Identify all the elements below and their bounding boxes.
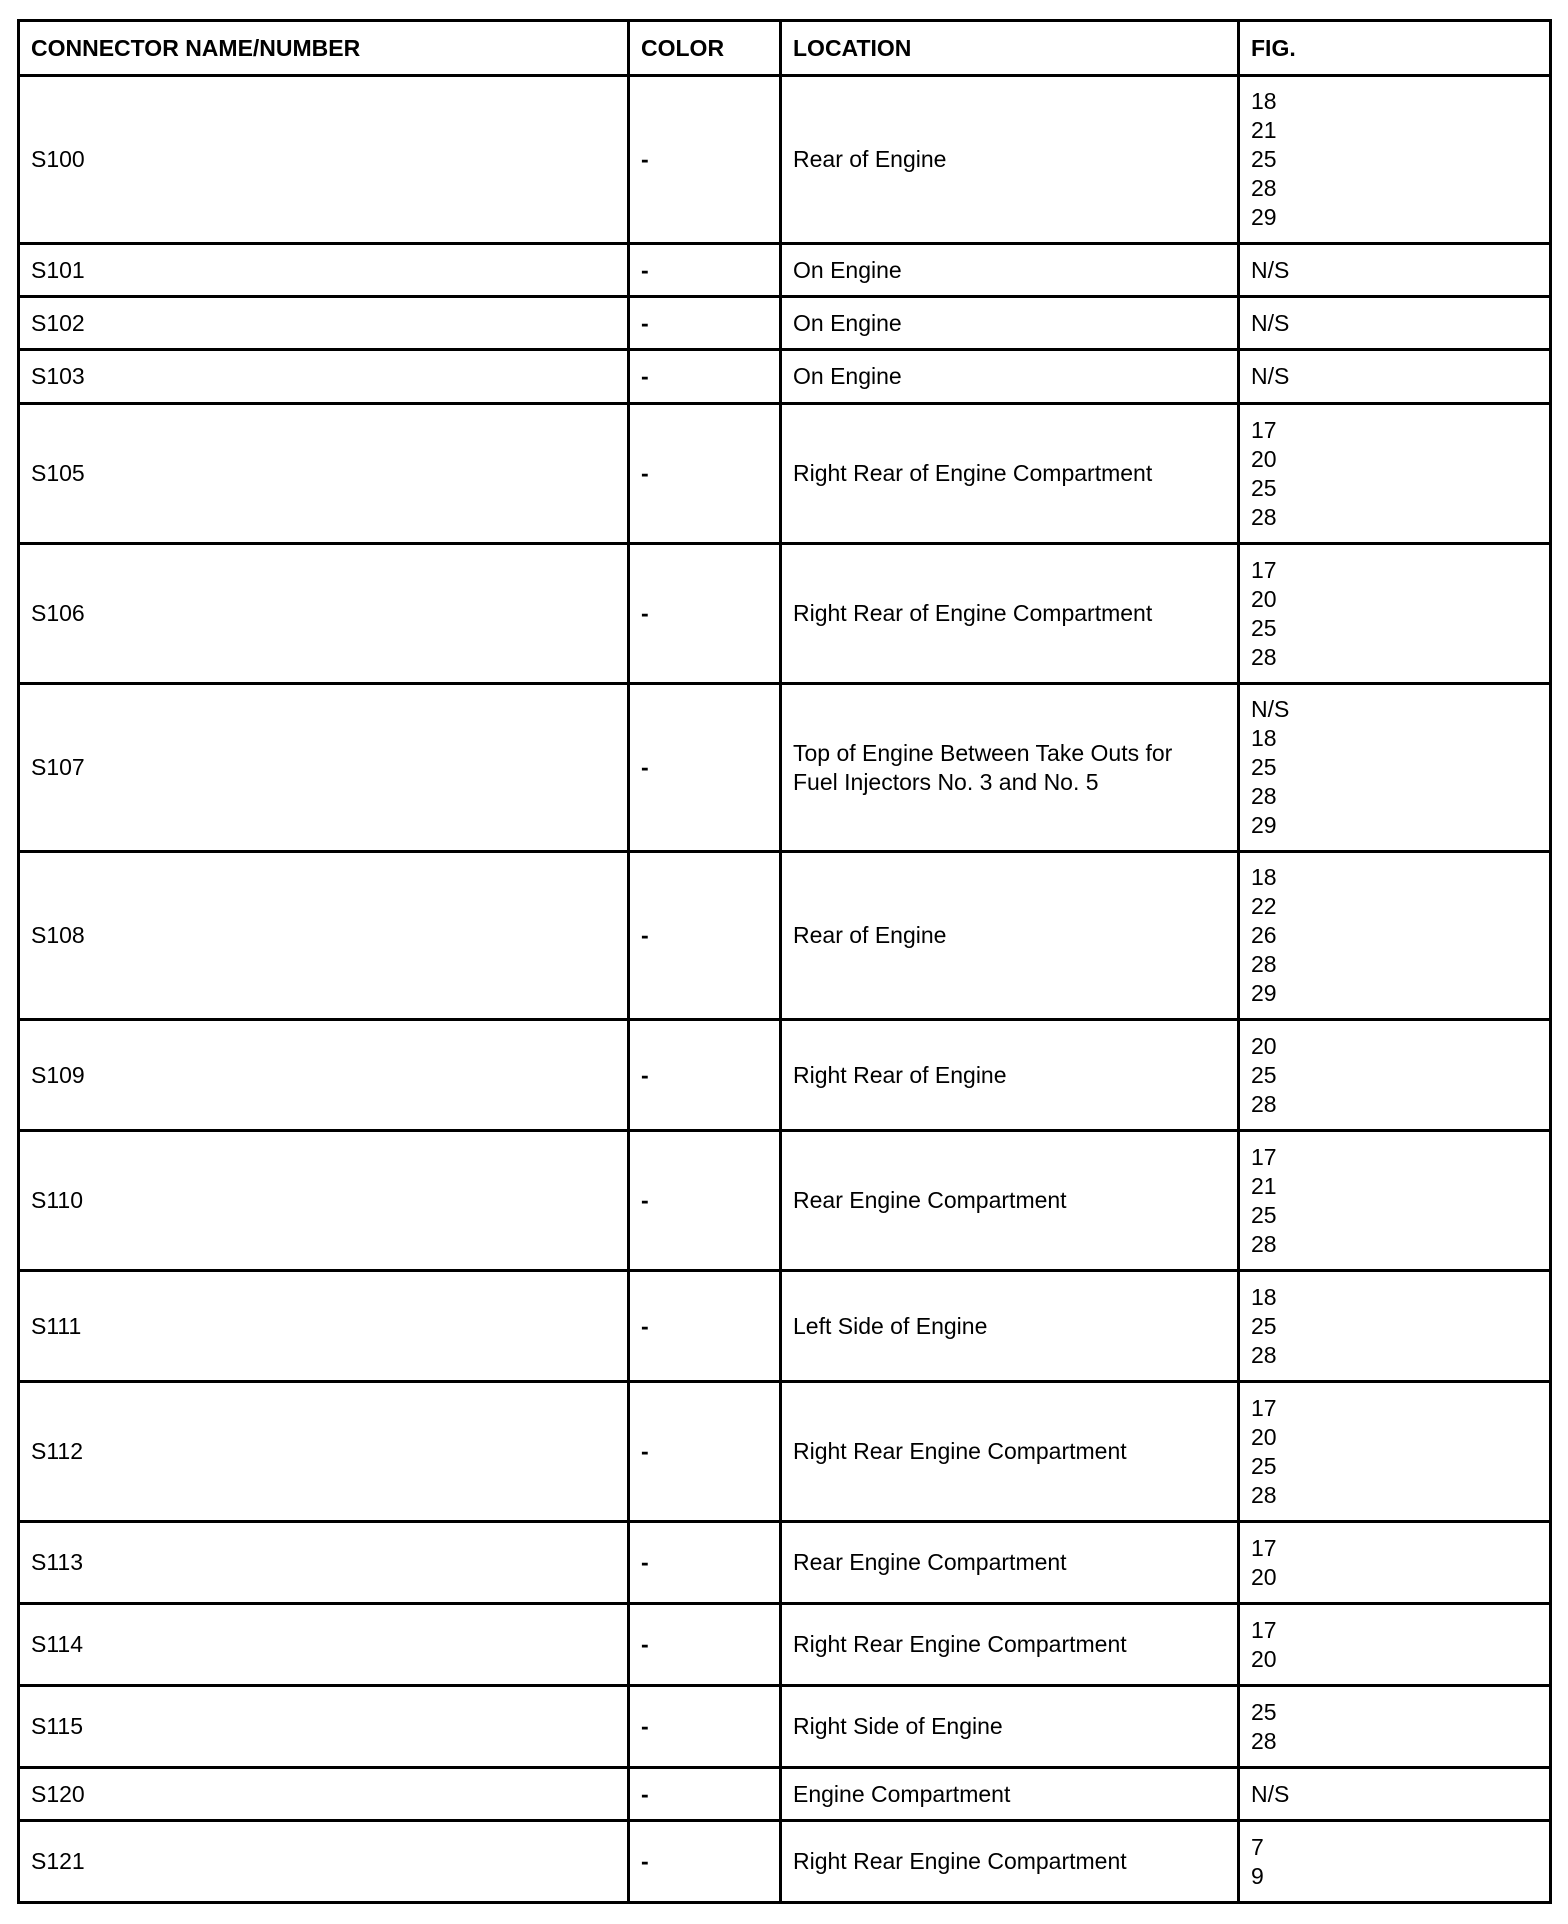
- location-cell: [781, 244, 1239, 297]
- color-cell: -: [629, 350, 781, 404]
- location-cell: [781, 1686, 1239, 1768]
- location-line: Right Rear Engine Compartment: [793, 1848, 1127, 1874]
- location-cell: [781, 1768, 1239, 1821]
- fig-number: 25: [1251, 614, 1277, 641]
- fig-number: 20: [1251, 1423, 1277, 1450]
- fig-number: 21: [1251, 1172, 1277, 1199]
- fig-number: 20: [1251, 1645, 1277, 1672]
- fig-cell: [1239, 1768, 1551, 1821]
- fig-number: 17: [1251, 416, 1277, 443]
- connector-cell: S113: [19, 1522, 629, 1604]
- location-cell: [781, 1020, 1239, 1131]
- connector-cell: S120: [19, 1768, 629, 1821]
- connector-cell: S109: [19, 1020, 629, 1131]
- table-row: [19, 1271, 1551, 1382]
- fig-cell: [1239, 76, 1551, 244]
- fig-cell: [1239, 852, 1551, 1020]
- fig-number: 25: [1251, 754, 1277, 780]
- table-row: [19, 1686, 1551, 1768]
- location-line: Right Rear of Engine: [793, 1061, 1007, 1088]
- table-row: [19, 1604, 1551, 1686]
- fig-number: 25: [1251, 1061, 1277, 1088]
- fig-number: 7: [1251, 1833, 1264, 1860]
- fig-number: 9: [1251, 1862, 1264, 1889]
- fig-number: 25: [1251, 1201, 1277, 1228]
- location-line: Rear Engine Compartment: [793, 1549, 1067, 1575]
- fig-number: 17: [1251, 1616, 1277, 1643]
- fig-cell: [1239, 1020, 1551, 1131]
- color-cell: -: [629, 1768, 781, 1821]
- location-line: Right Rear Engine Compartment: [793, 1438, 1127, 1464]
- location-cell: [781, 1604, 1239, 1686]
- location-cell: [781, 404, 1239, 544]
- table-body: [19, 76, 1551, 1903]
- fig-cell: [1239, 1131, 1551, 1271]
- connector-cell: S107: [19, 684, 629, 852]
- connector-cell: S105: [19, 404, 629, 544]
- connector-table-page: [17, 19, 1552, 1904]
- location-line: On Engine: [793, 309, 902, 336]
- fig-number: N/S: [1251, 363, 1290, 389]
- color-cell: -: [629, 852, 781, 1020]
- location-line: Rear Engine Compartment: [793, 1187, 1067, 1213]
- table-row: [19, 1522, 1551, 1604]
- header-color: COLOR: [629, 21, 781, 76]
- connector-cell: S111: [19, 1271, 629, 1382]
- fig-cell: [1239, 297, 1551, 350]
- table-row: [19, 852, 1551, 1020]
- table-row: [19, 76, 1551, 244]
- fig-number: 28: [1251, 1341, 1277, 1368]
- connector-cell: S100: [19, 76, 629, 244]
- location-line: Rear of Engine: [793, 146, 947, 172]
- location-line: Right Side of Engine: [793, 1713, 1003, 1739]
- fig-cell: [1239, 1686, 1551, 1768]
- header-fig: FIG.: [1239, 21, 1551, 76]
- connector-cell: S102: [19, 297, 629, 350]
- color-cell: -: [629, 1131, 781, 1271]
- table-row: [19, 1020, 1551, 1131]
- table-row: [19, 404, 1551, 544]
- fig-number: 18: [1251, 88, 1277, 114]
- fig-number: 20: [1251, 445, 1277, 472]
- location-line: On Engine: [793, 363, 902, 389]
- fig-number: 20: [1251, 1563, 1277, 1590]
- location-line: Rear of Engine: [793, 922, 947, 948]
- fig-number: 25: [1251, 1312, 1277, 1339]
- location-cell: [781, 1821, 1239, 1903]
- header-location: LOCATION: [781, 21, 1239, 76]
- fig-number: 25: [1251, 1698, 1277, 1725]
- location-line: On Engine: [793, 256, 902, 283]
- color-cell: -: [629, 1271, 781, 1382]
- fig-cell: [1239, 1522, 1551, 1604]
- table-row: [19, 1382, 1551, 1522]
- fig-number: 17: [1251, 1394, 1277, 1421]
- fig-number: 26: [1251, 922, 1277, 948]
- fig-number: N/S: [1251, 309, 1290, 336]
- color-cell: -: [629, 1604, 781, 1686]
- connector-cell: S121: [19, 1821, 629, 1903]
- fig-number: 18: [1251, 725, 1277, 751]
- fig-number: 25: [1251, 1452, 1277, 1479]
- connector-cell: S114: [19, 1604, 629, 1686]
- fig-number: 21: [1251, 117, 1277, 143]
- table-row: [19, 1768, 1551, 1821]
- location-line: Fuel Injectors No. 3 and No. 5: [793, 768, 1099, 795]
- connector-cell: S108: [19, 852, 629, 1020]
- connector-cell: S101: [19, 244, 629, 297]
- color-cell: -: [629, 244, 781, 297]
- fig-number: N/S: [1251, 1780, 1290, 1807]
- table-row: [19, 350, 1551, 404]
- table-row: [19, 1821, 1551, 1903]
- location-line: Right Rear of Engine Compartment: [793, 460, 1153, 486]
- fig-number: 18: [1251, 1283, 1277, 1310]
- fig-number: 28: [1251, 1727, 1277, 1754]
- fig-number: 29: [1251, 812, 1277, 838]
- location-cell: [781, 76, 1239, 244]
- fig-number: 29: [1251, 204, 1277, 230]
- fig-number: 28: [1251, 175, 1277, 201]
- fig-cell: [1239, 244, 1551, 297]
- color-cell: -: [629, 297, 781, 350]
- fig-number: 28: [1251, 643, 1277, 670]
- table-row: [19, 1131, 1551, 1271]
- fig-cell: [1239, 350, 1551, 404]
- fig-number: 17: [1251, 1534, 1277, 1561]
- fig-number: 28: [1251, 783, 1277, 809]
- color-cell: -: [629, 1821, 781, 1903]
- color-cell: -: [629, 684, 781, 852]
- location-cell: [781, 297, 1239, 350]
- fig-cell: [1239, 1604, 1551, 1686]
- fig-number: 29: [1251, 980, 1277, 1006]
- location-line: Engine Compartment: [793, 1780, 1011, 1807]
- location-cell: [781, 1271, 1239, 1382]
- location-cell: [781, 1382, 1239, 1522]
- location-line: Right Rear of Engine Compartment: [793, 600, 1153, 626]
- fig-number: 20: [1251, 585, 1277, 612]
- fig-number: 25: [1251, 474, 1277, 501]
- fig-number: 25: [1251, 146, 1277, 172]
- table-row: [19, 544, 1551, 684]
- table-row: [19, 684, 1551, 852]
- location-line: Top of Engine Between Take Outs for: [793, 739, 1173, 766]
- color-cell: -: [629, 76, 781, 244]
- fig-number: 28: [1251, 1090, 1277, 1117]
- location-cell: [781, 852, 1239, 1020]
- fig-number: 17: [1251, 1143, 1277, 1170]
- header-connector: CONNECTOR NAME/NUMBER: [19, 21, 629, 76]
- location-cell: [781, 544, 1239, 684]
- fig-cell: [1239, 1382, 1551, 1522]
- fig-number: N/S: [1251, 256, 1290, 283]
- color-cell: -: [629, 404, 781, 544]
- fig-number: 28: [1251, 1230, 1277, 1257]
- fig-number: 17: [1251, 556, 1277, 583]
- fig-cell: [1239, 684, 1551, 852]
- fig-cell: [1239, 1821, 1551, 1903]
- fig-cell: [1239, 404, 1551, 544]
- color-cell: -: [629, 1020, 781, 1131]
- table-row: [19, 244, 1551, 297]
- table-row: [19, 297, 1551, 350]
- connector-cell: S103: [19, 350, 629, 404]
- connector-cell: S106: [19, 544, 629, 684]
- header-row: [19, 21, 1551, 76]
- fig-number: 18: [1251, 864, 1277, 890]
- connector-cell: S112: [19, 1382, 629, 1522]
- connector-cell: S110: [19, 1131, 629, 1271]
- fig-number: N/S: [1251, 696, 1290, 722]
- color-cell: -: [629, 1522, 781, 1604]
- color-cell: -: [629, 1686, 781, 1768]
- location-line: Right Rear Engine Compartment: [793, 1631, 1127, 1657]
- fig-number: 28: [1251, 951, 1277, 977]
- location-cell: [781, 350, 1239, 404]
- location-cell: [781, 1522, 1239, 1604]
- location-cell: [781, 684, 1239, 852]
- fig-cell: [1239, 1271, 1551, 1382]
- location-line: Left Side of Engine: [793, 1312, 988, 1339]
- connector-location-table: [17, 19, 1552, 1904]
- color-cell: -: [629, 1382, 781, 1522]
- connector-cell: S115: [19, 1686, 629, 1768]
- fig-cell: [1239, 544, 1551, 684]
- color-cell: -: [629, 544, 781, 684]
- fig-number: 28: [1251, 503, 1277, 530]
- location-cell: [781, 1131, 1239, 1271]
- fig-number: 22: [1251, 893, 1277, 919]
- fig-number: 28: [1251, 1481, 1277, 1508]
- fig-number: 20: [1251, 1032, 1277, 1059]
